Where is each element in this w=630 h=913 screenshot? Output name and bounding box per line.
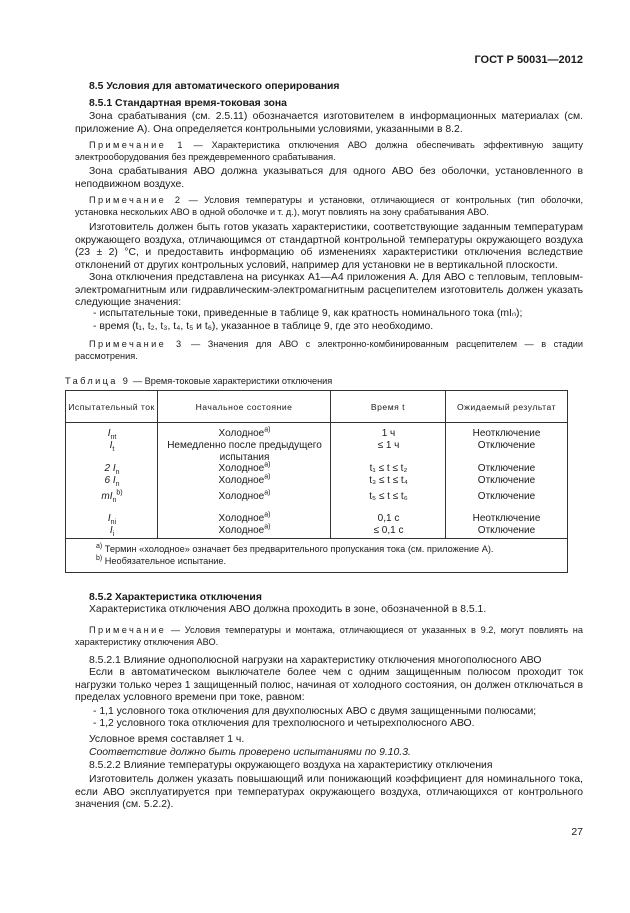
- state-text: Холодное: [218, 490, 265, 502]
- current-subscript: i: [112, 530, 115, 538]
- paragraph: Характеристика отключения АВО должна проходить в зоне, обозначенной в 8.5.1.: [89, 604, 487, 615]
- cell-initial-state: [158, 428, 331, 440]
- note-text: — Характеристика отключения АВО должна обеспечивать эффективную защиту электрооборудования без преждевременного срабатывания.: [75, 140, 583, 162]
- table-row: [66, 491, 567, 503]
- column-header: Испытательный ток: [66, 391, 158, 422]
- section-heading-8-5-2: 8.5.2 Характеристика отключения: [89, 592, 262, 603]
- table-row: [66, 525, 567, 537]
- cell-time: t₃ ≤ t ≤ t₄: [369, 475, 408, 487]
- paragraph: Зона срабатывания (см. 2.5.11) обозначается изготовителем в информационных материалах (см. приложение А). Она определяется контрольными условиями, указанными в 8.2.: [75, 111, 583, 135]
- cell-initial-state: [158, 525, 331, 537]
- cell-test-current: [66, 440, 158, 464]
- table-row: [66, 475, 567, 487]
- current-symbol: 2 I: [104, 463, 116, 475]
- section-heading-8-5-1: 8.5.1 Стандартная время-токовая зона: [89, 98, 287, 109]
- table-header-row: [66, 391, 567, 423]
- note-label: Примечание: [89, 625, 167, 635]
- footnote-mark: a): [96, 542, 103, 550]
- note-label: Примечание 3: [89, 339, 184, 349]
- cell-test-current: [66, 491, 158, 503]
- cell-time: ≤ 1 ч: [377, 439, 400, 451]
- paragraph: Изготовитель должен указать повышающий или понижающий коэффициент для номинального тока, если АВО эксплуатируется при температурах окружающего воздуха, отличающихся от контрольного значения (см. 5.2.2).: [75, 774, 583, 810]
- current-subscript: t: [112, 445, 115, 453]
- cell-time: 0,1 с: [377, 512, 400, 524]
- paragraph: Зона срабатывания АВО должна указываться для одного АВО без оболочки, установленного в неподвижном воздухе.: [75, 166, 583, 190]
- cell-result: Отключение: [477, 439, 536, 451]
- paragraph-compliance: Соответствие должно быть проверено испытаниями по 9.10.3.: [89, 747, 411, 758]
- cell-initial-state: [158, 463, 331, 475]
- table-9: [65, 390, 568, 573]
- state-note-mark: a): [264, 523, 271, 531]
- cell-time: t₁ ≤ t ≤ t₂: [369, 463, 408, 475]
- list-item: - время (t₁, t₂, t₃, t₄, t₅ и t₆), указанное в таблице 9, где это необходимо.: [93, 321, 434, 332]
- state-text: Холодное: [218, 512, 265, 524]
- state-text: Холодное: [218, 475, 265, 487]
- current-subscript: n: [112, 496, 117, 504]
- state-text: Холодное: [218, 463, 265, 475]
- note-label: Примечание 2: [89, 195, 183, 205]
- state-note-mark: a): [264, 426, 271, 434]
- footnote-mark: b): [96, 554, 103, 562]
- column-header: Ожидаемый результат: [456, 401, 557, 412]
- footnote: [96, 543, 567, 555]
- current-subscript: ni: [110, 518, 117, 526]
- state-note-mark: a): [264, 462, 271, 470]
- current-symbol: I: [109, 439, 113, 451]
- note-label: Примечание 1: [89, 140, 185, 150]
- cell-test-current: [66, 463, 158, 475]
- paragraph: Если в автоматическом выключателе более чем с одним защищенным полюсом проходит ток нагрузки только через 1 защищенный полюс, начиная от холодного состояния, он должен отключаться в пределах условного времени при токе, равном:: [75, 667, 583, 703]
- list-item: - 1,2 условного тока отключения для трехполюсного и четырехполюсного АВО.: [93, 718, 475, 729]
- section-heading-8-5: 8.5 Условия для автоматического оперирования: [89, 81, 340, 92]
- cell-time: t₅ ≤ t ≤ t₆: [369, 490, 408, 502]
- cell-result: Отключение: [477, 475, 536, 487]
- note-3: [75, 338, 583, 362]
- subsection-8-5-2-1: 8.5.2.1 Влияние однополюсной нагрузки на характеристику отключения многополюсного АВО: [89, 655, 542, 666]
- note-text: — Условия температуры и монтажа, отличающиеся от указанных в 9.2, могут повлиять на характеристику отключения АВО.: [75, 625, 583, 647]
- table-row: [66, 428, 567, 440]
- paragraph: Условное время составляет 1 ч.: [89, 734, 245, 745]
- cell-time: 1 ч: [381, 428, 396, 439]
- note-1: [75, 139, 583, 163]
- cell-initial-state: [158, 440, 331, 464]
- paragraph: Изготовитель должен быть готов указать характеристики, соответствующие заданным температурам окружающего воздуха, отличающимся от стандартной контрольной температуры окружающего воздуха (23 ± 2) °С, и предоставить информацию об изменениях характеристики отключения вследствие отклонений от других контрольных условий, например для установки не в вертикальной плоскости.: [75, 222, 583, 271]
- state-note-mark: a): [264, 511, 271, 519]
- cell-result: Неотключение: [472, 512, 541, 524]
- cell-result: Отключение: [477, 524, 536, 536]
- column-header: Время t: [331, 391, 446, 422]
- current-symbol: mI: [101, 490, 113, 502]
- page-number: 27: [571, 826, 583, 838]
- current-symbol: I: [107, 512, 111, 524]
- cell-initial-state: [158, 475, 331, 487]
- current-subscript: n: [115, 481, 120, 489]
- note-text: — Условия температуры и установки, отличающиеся от контрольных (тип оболочки, установка нескольких АВО в одной оболочке и т. д.), могут повлиять на зону срабатывания АВО.: [75, 195, 583, 217]
- cell-result: Отключение: [477, 463, 536, 475]
- state-note-mark: a): [264, 473, 271, 481]
- table-caption-text: — Время-токовые характеристики отключения: [130, 376, 333, 386]
- cell-result: Неотключение: [472, 428, 541, 439]
- state-note-mark: a): [264, 489, 271, 497]
- cell-test-current: [66, 525, 158, 537]
- footnote-text: Необязательное испытание.: [102, 556, 227, 566]
- cell-initial-state: [158, 491, 331, 503]
- current-symbol: I: [107, 428, 111, 439]
- note-4: [75, 624, 583, 648]
- cell-test-current: [66, 513, 158, 525]
- document-header: ГОСТ Р 50031—2012: [474, 54, 583, 66]
- list-item: - 1,1 условного тока отключения для двухполюсных АВО с двумя защищенными полюсами;: [93, 706, 537, 717]
- current-symbol: 6 I: [104, 475, 116, 487]
- table-caption-label: Таблица 9: [65, 376, 131, 386]
- current-symbol: I: [109, 524, 113, 536]
- column-header: Начальное состояние: [158, 391, 331, 422]
- cell-initial-state: [158, 513, 331, 525]
- table-row: [66, 463, 567, 475]
- cell-test-current: [66, 428, 158, 440]
- state-text: Холодное: [218, 428, 265, 439]
- cell-test-current: [66, 475, 158, 487]
- table-body: [66, 422, 567, 538]
- subsection-8-5-2-2: 8.5.2.2 Влияние температуры окружающего воздуха на характеристику отключения: [89, 760, 493, 771]
- cell-result: Отключение: [477, 490, 536, 502]
- note-text: — Значения для АВО с электронно-комбинированным расцепителем — в стадии рассмотрения.: [75, 339, 584, 361]
- table-row: [66, 440, 567, 464]
- list-item: - испытательные токи, приведенные в таблице 9, как кратность номинального тока (mIₙ);: [93, 308, 523, 319]
- footnote-text: Термин «холодное» означает без предварительного пропускания тока (см. приложение А).: [102, 544, 494, 554]
- state-text: Холодное: [218, 524, 265, 536]
- table-row: [66, 513, 567, 525]
- current-subscript: nt: [110, 434, 117, 441]
- current-note-mark: b): [116, 489, 123, 497]
- cell-time: ≤ 0,1 с: [373, 524, 404, 536]
- table-footnotes: [66, 538, 567, 572]
- current-subscript: n: [115, 469, 120, 477]
- paragraph: Зона отключения представлена на рисунках А1—А4 приложения А. Для АВО с тепловым, тепловым-электромагнитным или гидравлическим-электромагнитным расцепителем изготовитель должен указать следующие значения:: [75, 272, 583, 308]
- note-2: [75, 194, 583, 218]
- state-text: Немедленно после предыдущего испытания: [167, 439, 322, 463]
- footnote: [96, 555, 567, 567]
- table-caption: [65, 376, 332, 386]
